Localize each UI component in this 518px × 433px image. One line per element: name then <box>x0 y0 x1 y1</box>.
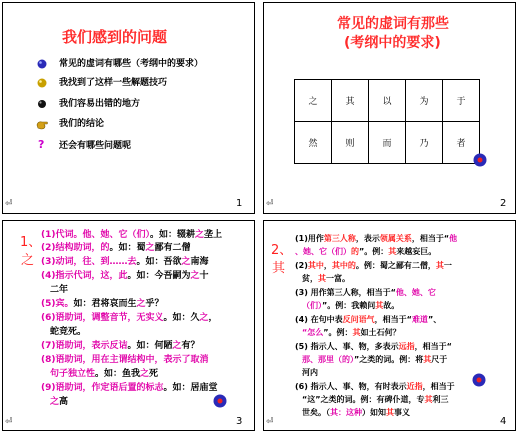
slide-4-line-1b: 、她、它（们）的”。例：其来越妄巨。 <box>295 247 437 256</box>
slide-4-line-6c: 世矣。（其：这种）如知其事义 <box>302 408 410 417</box>
slide-3-line-7: (7)语助词，表示反诘。如：何陋之有？ <box>41 341 200 351</box>
slide-4-line-3b: （们）”。例：我赖问其故。 <box>302 301 400 310</box>
nav-ball-icon[interactable] <box>213 394 227 408</box>
slide-3-line-9b: 之高 <box>50 397 69 407</box>
slide-3-line-5: (5)宾。如：君将哀而生之乎？ <box>41 299 164 309</box>
slide-4-line-5: (5) 指示人、事、物，多表示远指，相当于“ <box>295 342 452 351</box>
slide-2[interactable] <box>263 2 516 214</box>
nav-ball-icon[interactable] <box>472 373 486 387</box>
slide-3-line-6b: 蛇竞死。 <box>50 327 87 337</box>
slide-3[interactable] <box>2 220 255 431</box>
table-row <box>295 122 480 164</box>
slide-4-label-char: 其 <box>272 261 286 276</box>
table-cell: 而 <box>369 122 406 164</box>
slide-1-item-3: 我们容易出错的地方 <box>59 99 141 109</box>
slide-2-nav-icon[interactable]: ⏎ <box>266 199 274 209</box>
slide-4-line-2: (2)其中，其中的。例：蜀之鄙有二僧，其一 <box>295 261 452 270</box>
slide-4-line-5c: 河内 <box>302 368 318 377</box>
function-word-table <box>294 79 480 164</box>
black-ball-icon <box>37 99 47 109</box>
slide-3-line-6: (6)语助词，调整音节，无实义。如：久之， <box>41 313 218 323</box>
slide-4[interactable] <box>263 220 516 431</box>
table-cell: 于 <box>443 80 480 122</box>
table-cell: 之 <box>295 80 332 122</box>
blue-ball-icon <box>37 59 47 69</box>
slide-1-item-4: 我们的结论 <box>59 119 105 129</box>
slide-2-title-line-2: (考纲中的要求) <box>344 35 441 51</box>
slide-4-line-4: (4) 在句中表反问语气，相当于“难道”、 <box>295 315 442 324</box>
slide-4-line-6b: “这”之类的词。例：有碑仆道，专其利三 <box>302 395 449 404</box>
table-cell: 者 <box>443 122 480 164</box>
slide-3-page-number: 3 <box>236 416 243 427</box>
slide-1-page-number: 1 <box>236 198 243 209</box>
slide-3-line-1: (1)代词。他、她、它（们）。如：辍耕之垄上 <box>41 230 223 240</box>
table-cell: 为 <box>406 80 443 122</box>
slide-3-label-char: 之 <box>21 253 35 268</box>
slide-3-line-3: (3)动词，往、到……去。如：吾欲之南海 <box>41 257 209 267</box>
nav-ball-icon[interactable] <box>473 153 487 167</box>
slide-1-item-2: 我找到了这样一些解题技巧 <box>59 78 168 88</box>
slide-3-nav-icon[interactable]: ⏎ <box>5 417 13 427</box>
slide-4-label-number: 2、 <box>271 243 293 258</box>
slide-2-page-number: 2 <box>500 198 507 209</box>
slide-3-line-8b: 句子独立性。如：鱼我之死 <box>50 369 159 379</box>
table-cell: 然 <box>295 122 332 164</box>
slide-4-line-5b: 那、那里（的）”之类的词。例：将其尺于 <box>302 355 448 364</box>
table-cell: 乃 <box>406 122 443 164</box>
slide-1-item-5: 还会有哪些问题呢 <box>59 141 132 151</box>
table-cell: 其 <box>332 80 369 122</box>
slide-1-item-1: 常见的虚词有哪些（考纲中的要求） <box>59 59 204 69</box>
slide-3-line-2: (2)结构助词，的。如：蜀之鄙有二僧 <box>41 243 191 253</box>
slide-1-title: 我们感到的问题 <box>62 28 168 46</box>
yellow-ball-icon <box>37 78 47 88</box>
slide-3-line-9: (9)语助词，作定语后置的标志。如：居庙堂 <box>41 383 218 393</box>
slide-4-line-1: (1)用作第三人称，表示领属关系，相当于“他 <box>295 234 458 243</box>
slide-4-line-3: (3) 用作第三人称，相当于“他、她、它 <box>295 288 436 297</box>
slide-4-line-2b: 贫，其一富。 <box>302 274 350 283</box>
slide-2-title-line-1: 常见的虚词有那些 <box>337 16 449 32</box>
slide-3-line-4b: 二年 <box>50 285 69 295</box>
slide-4-line-4b: “怎么”。例：其如土石何？ <box>302 328 401 337</box>
table-cell: 则 <box>332 122 369 164</box>
slide-1-nav-icon[interactable]: ⏎ <box>5 199 13 209</box>
slide-3-label-number: 1、 <box>20 235 42 250</box>
slide-4-nav-icon[interactable]: ⏎ <box>266 417 274 427</box>
hand-icon <box>36 119 49 130</box>
slide-1[interactable] <box>2 2 255 214</box>
slide-3-line-4: (4)指示代词，这，此。如：今吾嗣为之十 <box>41 271 209 281</box>
slide-4-page-number: 4 <box>500 416 507 427</box>
question-mark-icon: ? <box>38 138 45 151</box>
table-cell: 以 <box>369 80 406 122</box>
slide-4-line-6: (6) 指示人、事、物，有时表示近指，相当于 <box>295 382 455 391</box>
table-row <box>295 80 480 122</box>
slide-3-line-8: (8)语助词，用在主谓结构中，表示了取消 <box>41 355 209 365</box>
